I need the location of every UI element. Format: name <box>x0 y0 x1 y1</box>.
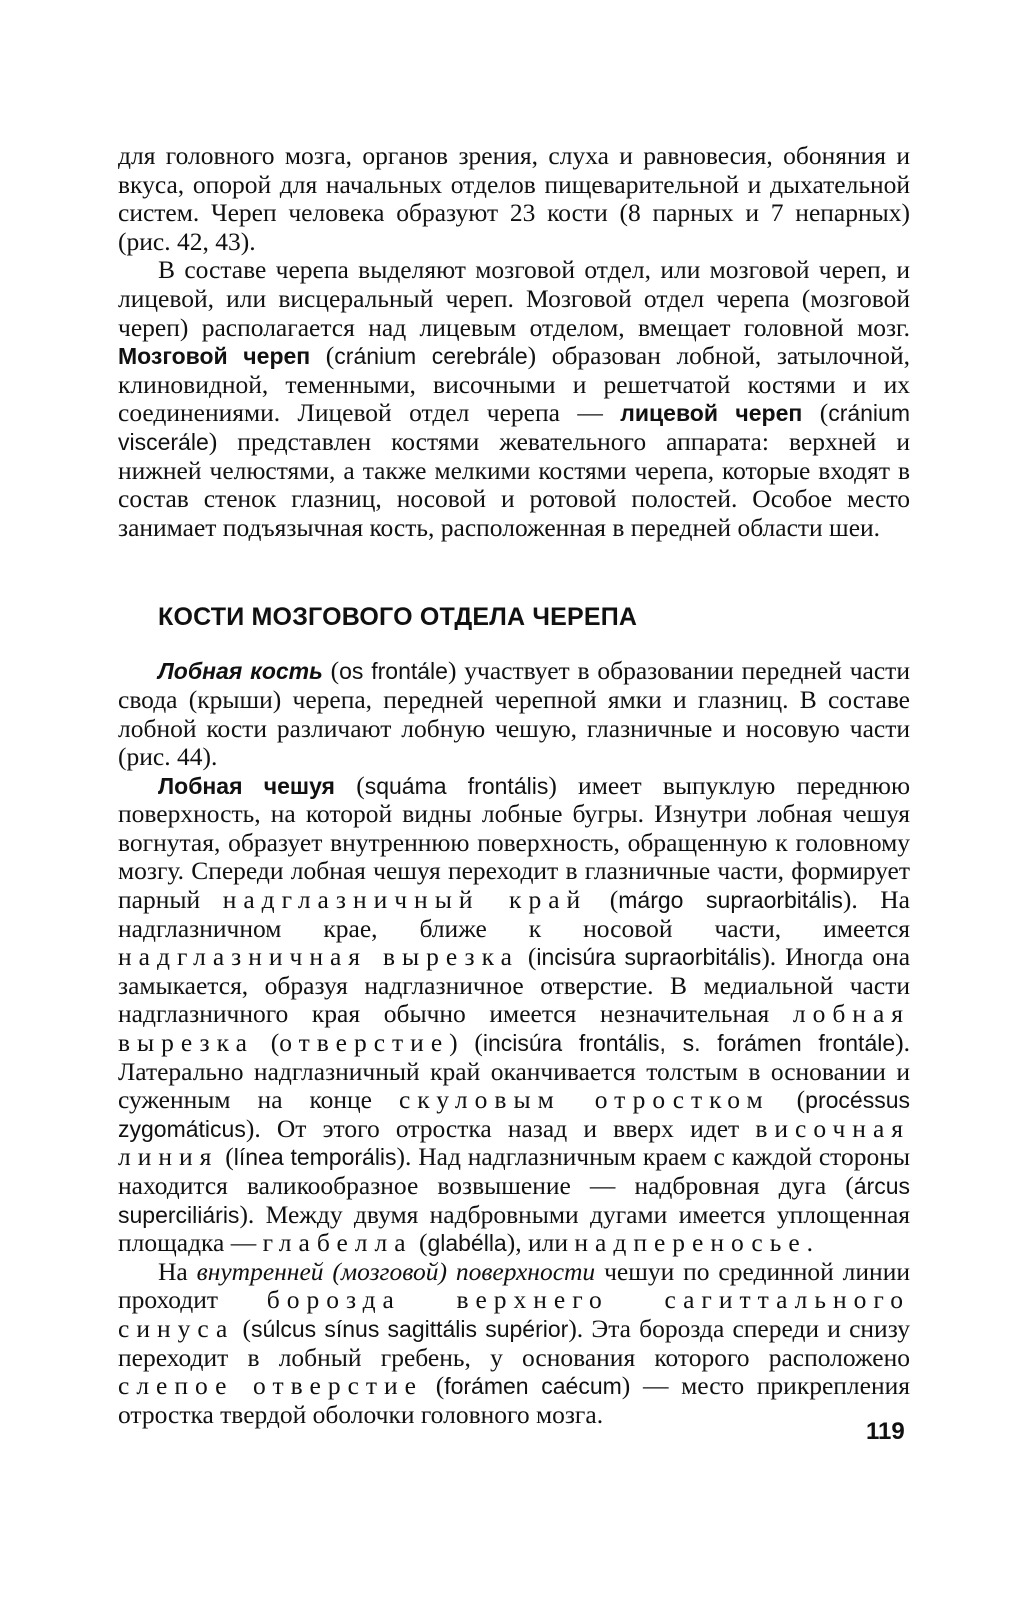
spaced-term: надглазничная вырезка <box>118 942 519 972</box>
latin-term: procéssus zygomа́ticus <box>118 1087 910 1142</box>
paragraph-frontal-squama <box>118 772 910 1258</box>
italic-phrase: внутренней (мозговой) поверхности <box>196 1256 596 1286</box>
latin-term: forа́men caécum <box>444 1373 622 1400</box>
text-run: ). От этого отростка назад и вверх идет <box>245 1113 756 1143</box>
spaced-term: надглазничный край <box>222 885 588 915</box>
latin-term: squа́ma frontа́lis <box>364 772 549 799</box>
latin-term: а́rcus superciliа́ris <box>118 1173 910 1228</box>
spaced-term: надпереносье <box>574 1228 807 1258</box>
text-run: ) участвует в образовании передней части свода (крыши) черепа, передней черепной ямки и глазниц. В составе лобной кости различают лобную чешую, глазничные и носовую части (рис. 44). <box>118 656 910 772</box>
spaced-term: отверстие <box>279 1028 450 1058</box>
text-run: ( <box>587 885 619 915</box>
text-run: ). Между двумя надбровными дугами имеется уплощенная площадка — <box>118 1199 910 1258</box>
latin-term: línea temporа́lis <box>233 1144 397 1171</box>
text-run: ( <box>334 770 365 800</box>
term-cranium-cerebrale: Мозговой череп <box>118 343 311 370</box>
page-number: 119 <box>866 1418 905 1445</box>
text-run: ) ( <box>449 1028 483 1058</box>
text-run: ( <box>518 942 537 972</box>
spaced-term: слепое отверстие <box>118 1371 424 1401</box>
text-run: ( <box>234 1313 251 1343</box>
spaced-term: глабелла <box>262 1228 413 1258</box>
text-run: ) образован лобной, затылочной, клиновидной, теменными, височными и решетчатой костями и их соединениями. Лицевой отдел черепа — <box>118 341 910 428</box>
spaced-term: борозда верхнего сагиттального синуса <box>118 1285 910 1343</box>
spaced-term: височная линия <box>118 1113 910 1172</box>
text-run: ( <box>253 1028 280 1058</box>
text-run: чешуи по срединной линии проходит <box>118 1256 910 1315</box>
term-cranium-viscerale: лицевой череп <box>620 400 803 427</box>
latin-term: glabélla <box>427 1230 507 1257</box>
latin-term: os frontа́le <box>339 658 448 685</box>
text-run: ). Иногда она замыкается, образуя надглазничное отверстие. В медиальной части надглазничного края обычно имеется незначительная <box>118 942 911 1029</box>
text-run: В составе черепа выделяют мозговой отдел, или мозговой череп, и лицевой, или висцеральный череп. Мозговой отдел черепа (мозговой череп) располагается над лицевым отделом, вмещает головной мозг. <box>118 255 910 342</box>
text-run: ( <box>412 1228 428 1258</box>
text-run: ) имеет выпуклую переднюю поверхность, на которой видны лобные бугры. Изнутри лобная чешуя вогнутая, образует внутреннюю поверхность, обращенную к головному мозгу. Спереди лобная чешуя переходит в глазничные части, формирует парный <box>118 770 910 915</box>
text-run: ). Латерально надглазничный край оканчивается толстым в основании и суженным на конце <box>118 1028 911 1115</box>
latin-term: súlcus sínus sagittа́lis supérior <box>250 1315 569 1342</box>
latin-term: incisúra supraorbitа́lis <box>536 944 762 971</box>
paragraph-intro-text: для головного мозга, органов зрения, слуха и равновесия, обоняния и вкуса, опорой для начальных отделов пищеварительной и дыхательной систем. Череп человека образуют 23 кости (8 парных и 7 непарных) (рис. 42, 43). <box>118 141 910 256</box>
text-run: ( <box>322 656 340 686</box>
text-run: На <box>158 1256 197 1286</box>
paragraph-frontal-bone <box>118 657 910 771</box>
text-run: ). Над надглазничным краем с каждой стороны находится валикообразное возвышение — надбровная дуга ( <box>118 1142 911 1200</box>
text-run: ) представлен костями жевательного аппарата: верхней и нижней челюстями, а также мелкими костями черепа, которые входят в состав стенок глазниц, носовой и ротовой полостей. Особое место занимает подъязычная кость, расположенная в передней области шеи. <box>118 426 910 542</box>
paragraph-inner-surface <box>118 1258 910 1430</box>
page-text <box>118 142 910 1429</box>
text-run: ). На надглазничном крае, ближе к носовой части, имеется <box>118 885 911 943</box>
latin-term: incisúra frontа́lis, s. forа́men frontа́le <box>482 1030 896 1057</box>
text-run: ( <box>218 1142 234 1172</box>
text-run: . <box>806 1228 814 1258</box>
latin-term: mа́rgo supraorbitа́lis <box>618 887 843 914</box>
text-run: ( <box>802 398 829 428</box>
text-run: ( <box>769 1085 806 1115</box>
text-run: ) — место прикрепления отростка твердой оболочки головного мозга. <box>118 1371 910 1429</box>
term-frontal-bone: Лобная кость <box>158 658 323 685</box>
text-run: ). Эта борозда спереди и снизу переходит в лобный гребень, у основания которого расположено <box>118 1313 910 1372</box>
spaced-term: лобная вырезка <box>118 999 910 1058</box>
section-heading: КОСТИ МОЗГОВОГО ОТДЕЛА ЧЕРЕПА <box>158 603 638 632</box>
text-run: ( <box>423 1371 445 1401</box>
latin-term: crа́nium cerebrа́le <box>334 343 528 370</box>
text-run: ( <box>310 341 335 371</box>
latin-term: crа́nium viscerа́le <box>118 400 910 455</box>
spaced-term: скуловым отростком <box>398 1085 770 1115</box>
term-frontal-squama: Лобная чешуя <box>158 772 335 799</box>
paragraph-skull-divisions <box>118 256 910 542</box>
text-run: ), или <box>506 1228 575 1258</box>
paragraph-intro <box>118 142 910 256</box>
